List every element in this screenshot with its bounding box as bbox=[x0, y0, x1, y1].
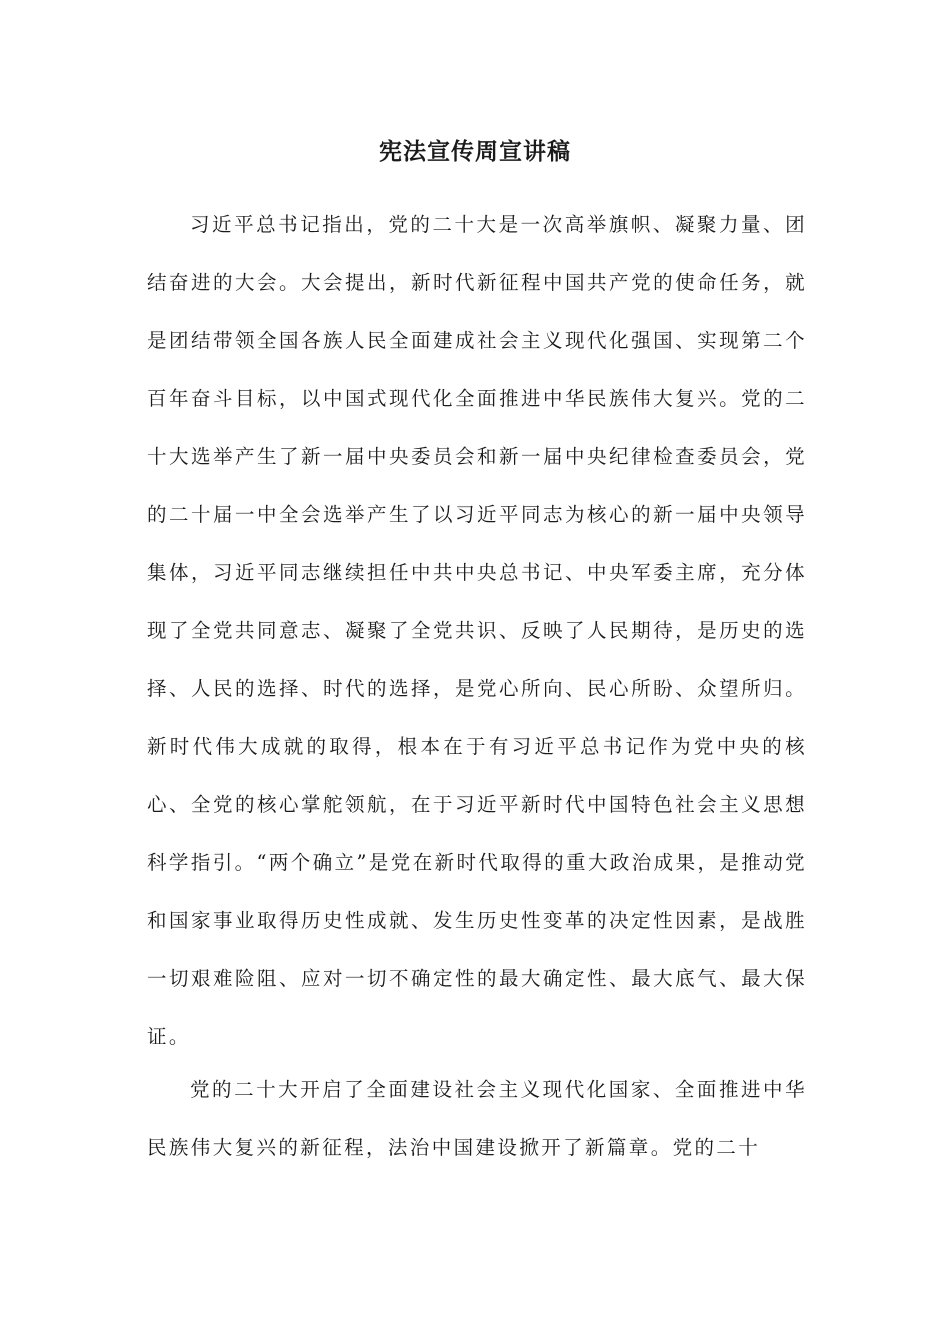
paragraph-1: 习近平总书记指出，党的二十大是一次高举旗帜、凝聚力量、团结奋进的大会。大会提出，新时代新征程中国共产党的使命任务，就是团结带领全国各族人民全面建成社会主义现代化强国、实现第二个百年奋斗目标，以中国式现代化全面推进中华民族伟大复兴。党的二十大选举产生了新一届中央委员会和新一届中央纪律检查委员会，党的二十届一中全会选举产生了以习近平同志为核心的新一届中央领导集体，习近平同志继续担任中共中央总书记、中央军委主席，充分体现了全党共同意志、凝聚了全党共识、反映了人民期待，是历史的选择、人民的选择、时代的选择，是党心所向、民心所盼、众望所归。新时代伟大成就的取得，根本在于有习近平总书记作为党中央的核心、全党的核心掌舵领航，在于习近平新时代中国特色社会主义思想科学指引。“两个确立”是党在新时代取得的重大政治成果，是推动党和国家事业取得历史性成就、发生历史性变革的决定性因素，是战胜一切艰难险阻、应对一切不确定性的最大确定性、最大底气、最大保证。 bbox=[147, 213, 807, 1048]
document-title: 宪法宣传周宣讲稿 bbox=[379, 139, 571, 165]
paragraph-2: 党的二十大开启了全面建设社会主义现代化国家、全面推进中华民族伟大复兴的新征程，法治中国建设掀开了新篇章。党的二十 bbox=[147, 1078, 807, 1159]
